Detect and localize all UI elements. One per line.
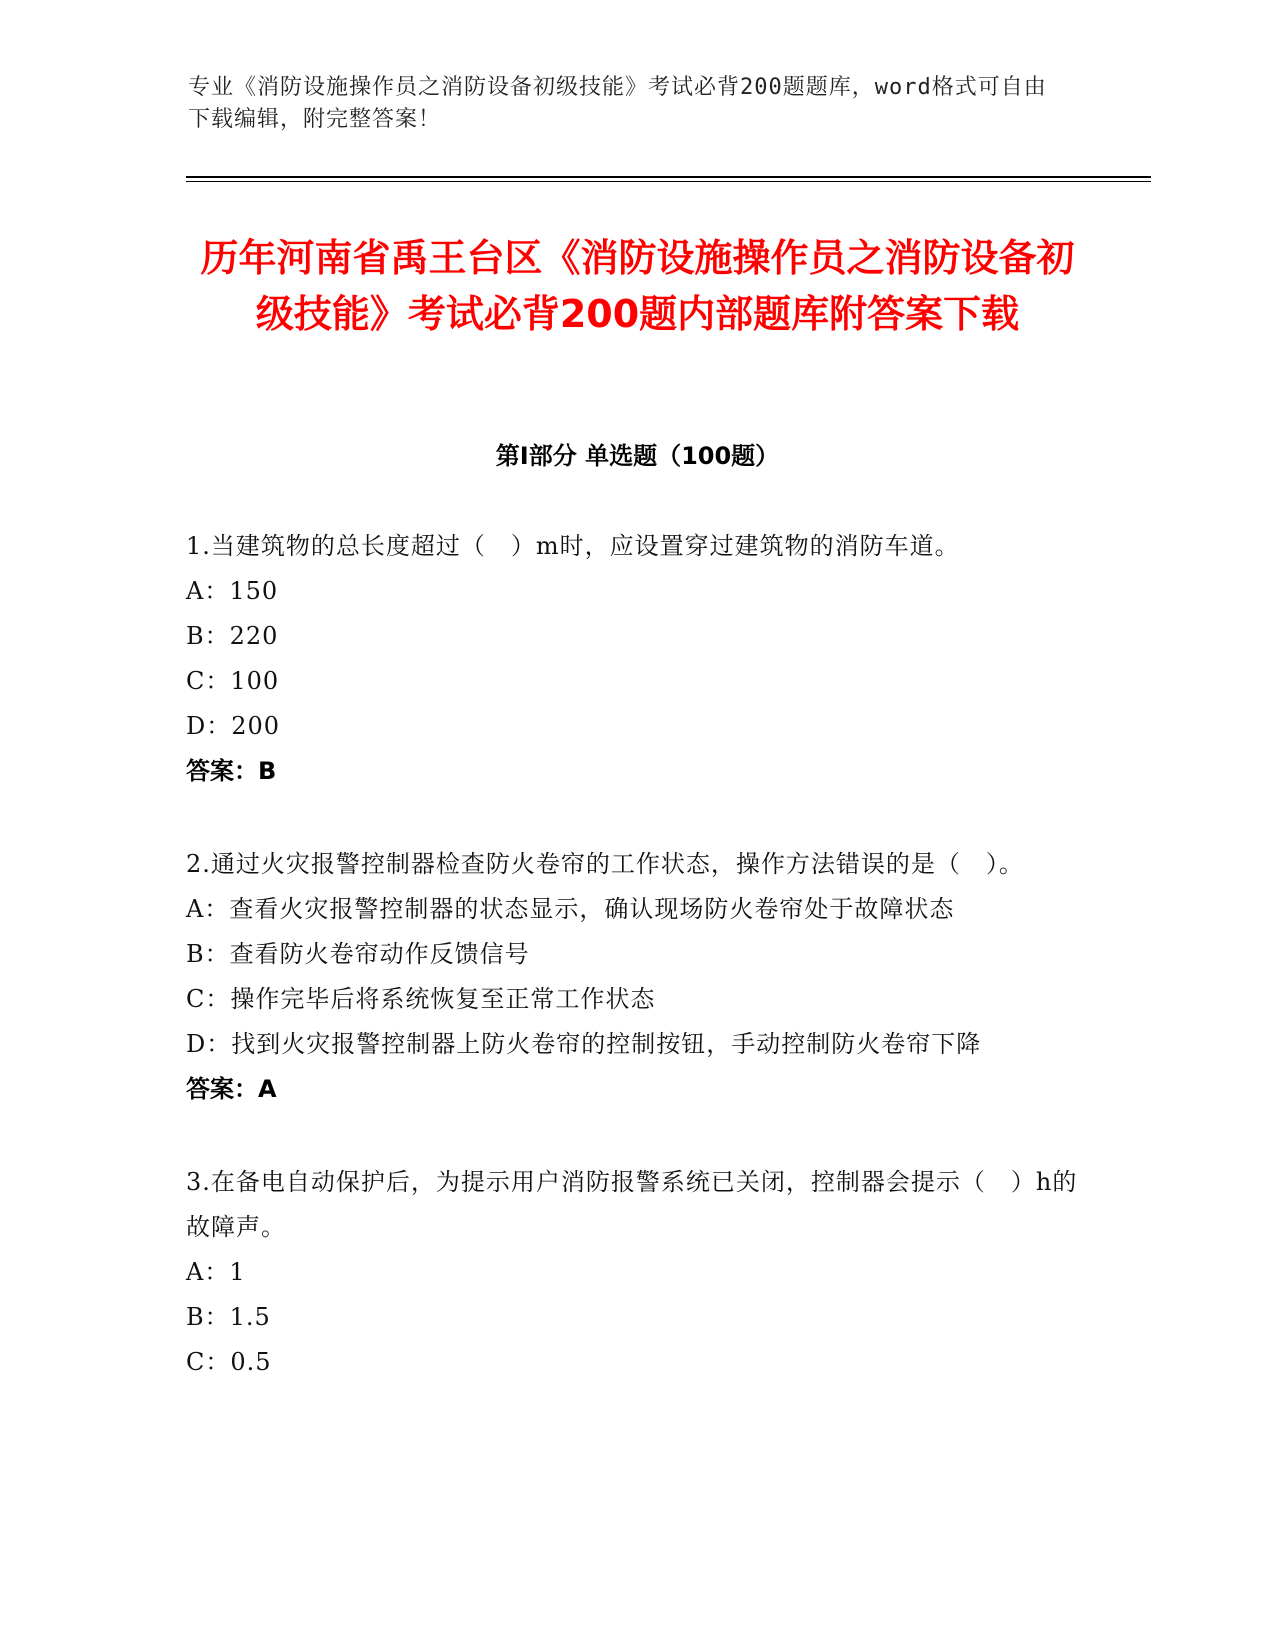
question-list bbox=[186, 524, 1086, 1433]
question-3 bbox=[186, 1160, 1086, 1385]
option-c: C：操作完毕后将系统恢复至正常工作状态 bbox=[186, 985, 656, 1013]
question-1 bbox=[186, 524, 1086, 794]
option-c: C：100 bbox=[186, 667, 280, 695]
option-a: A：1 bbox=[186, 1258, 246, 1286]
option-a: A：150 bbox=[186, 577, 279, 605]
section-heading: 第I部分 单选题（100题） bbox=[495, 442, 780, 470]
header-divider-thin bbox=[186, 181, 1151, 182]
option-d: D：200 bbox=[186, 712, 281, 740]
answer: 答案：B bbox=[186, 757, 277, 785]
answer: 答案：A bbox=[186, 1075, 277, 1103]
question-2 bbox=[186, 842, 1086, 1112]
question-stem: 2.通过火灾报警控制器检查防火卷帘的工作状态，操作方法错误的是（ ）。 bbox=[186, 850, 1024, 878]
option-a: A：查看火灾报警控制器的状态显示，确认现场防火卷帘处于故障状态 bbox=[186, 895, 955, 923]
option-b: B：1.5 bbox=[186, 1303, 271, 1331]
document-title: 历年河南省禹王台区《消防设施操作员之消防设备初级技能》考试必背200题内部题库附答案下载 bbox=[200, 236, 1075, 336]
option-b: B：查看防火卷帘动作反馈信号 bbox=[186, 940, 530, 968]
header-note: 专业《消防设施操作员之消防设备初级技能》考试必背200题题库，word格式可自由下载编辑，附完整答案！ bbox=[188, 75, 1047, 132]
question-stem: 3.在备电自动保护后，为提示用户消防报警系统已关闭，控制器会提示（ ）h的故障声。 bbox=[186, 1168, 1078, 1241]
option-c: C：0.5 bbox=[186, 1348, 272, 1376]
option-d: D：找到火灾报警控制器上防火卷帘的控制按钮，手动控制防火卷帘下降 bbox=[186, 1030, 982, 1058]
question-stem: 1.当建筑物的总长度超过（ ）m时，应设置穿过建筑物的消防车道。 bbox=[186, 532, 960, 560]
header-divider-thick bbox=[186, 176, 1151, 178]
option-b: B：220 bbox=[186, 622, 279, 650]
